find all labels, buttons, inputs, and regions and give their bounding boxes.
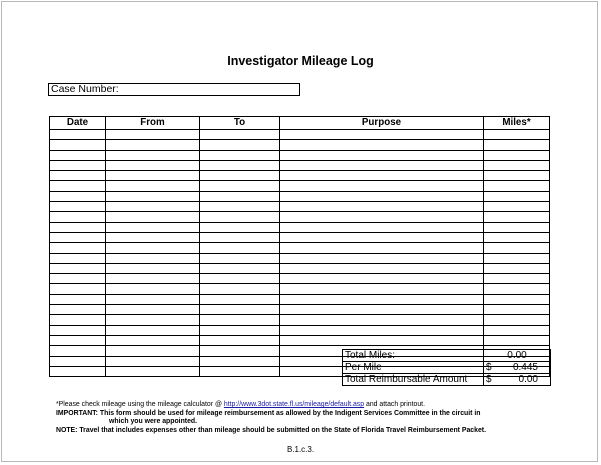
table-cell-purpose[interactable] [280, 243, 484, 253]
table-header-row [50, 117, 550, 130]
table-row [50, 160, 550, 170]
column-header-to: To [200, 117, 280, 130]
table-cell-miles[interactable] [484, 305, 550, 315]
table-row [50, 140, 550, 150]
case-number-label: Case Number: [51, 83, 119, 95]
table-cell-date[interactable] [50, 181, 106, 191]
table-cell-miles[interactable] [484, 191, 550, 201]
table-cell-miles[interactable] [484, 150, 550, 160]
table-cell-miles[interactable] [484, 335, 550, 345]
reimbursable-currency: $ [486, 374, 492, 385]
important-text: This form should be used for mileage reimbursement as allowed by the Indigent Services Committee in the circuit in [97, 409, 481, 417]
table-cell-from[interactable] [106, 253, 200, 263]
table-cell-purpose[interactable] [280, 253, 484, 263]
table-cell-date[interactable] [50, 212, 106, 222]
table-cell-from[interactable] [106, 366, 200, 376]
column-header-from: From [106, 117, 200, 130]
table-cell-purpose[interactable] [280, 232, 484, 242]
table-cell-miles[interactable] [484, 315, 550, 325]
table-cell-from[interactable] [106, 315, 200, 325]
table-cell-miles[interactable] [484, 263, 550, 273]
mileage-check-note [56, 401, 576, 410]
table-cell-purpose[interactable] [280, 325, 484, 335]
table-cell-from[interactable] [106, 181, 200, 191]
table-cell-purpose[interactable] [280, 202, 484, 212]
table-cell-purpose[interactable] [280, 171, 484, 181]
table-cell-to[interactable] [200, 160, 280, 170]
per-mile-currency: $ [486, 362, 492, 373]
table-row [50, 232, 550, 242]
table-cell-to[interactable] [200, 315, 280, 325]
table-cell-from[interactable] [106, 232, 200, 242]
table-cell-date[interactable] [50, 171, 106, 181]
table-cell-miles[interactable] [484, 222, 550, 232]
table-row [50, 263, 550, 273]
mileage-log-table [49, 116, 550, 377]
mileage-calculator-link[interactable]: http://www.3dot.state.fl.us/mileage/default.asp [223, 401, 365, 408]
table-cell-date[interactable] [50, 305, 106, 315]
per-mile-value: 0.445 [512, 362, 538, 373]
table-cell-date[interactable] [50, 140, 106, 150]
notes-section [56, 401, 576, 435]
table-row [50, 243, 550, 253]
reimbursable-label: Total Reimbursable Amount [343, 374, 484, 386]
table-cell-to[interactable] [200, 212, 280, 222]
table-cell-from[interactable] [106, 356, 200, 366]
important-label: IMPORTANT: [56, 409, 98, 417]
table-cell-miles[interactable] [484, 232, 550, 242]
table-cell-purpose[interactable] [280, 305, 484, 315]
table-cell-miles[interactable] [484, 171, 550, 181]
table-cell-miles[interactable] [484, 284, 550, 294]
table-cell-from[interactable] [106, 212, 200, 222]
table-cell-date[interactable] [50, 346, 106, 356]
table-cell-date[interactable] [50, 356, 106, 366]
column-header-purpose: Purpose [280, 117, 484, 130]
table-cell-from[interactable] [106, 222, 200, 232]
table-cell-to[interactable] [200, 140, 280, 150]
table-cell-purpose[interactable] [280, 130, 484, 140]
table-cell-date[interactable] [50, 243, 106, 253]
table-cell-date[interactable] [50, 130, 106, 140]
table-cell-to[interactable] [200, 191, 280, 201]
table-cell-to[interactable] [200, 150, 280, 160]
table-row [50, 253, 550, 263]
table-cell-miles[interactable] [484, 274, 550, 284]
case-number-field[interactable] [48, 83, 300, 96]
table-cell-to[interactable] [200, 171, 280, 181]
table-cell-date[interactable] [50, 191, 106, 201]
column-header-date: Date [50, 117, 106, 130]
page-code: B.1.c.3. [286, 445, 315, 454]
table-cell-from[interactable] [106, 274, 200, 284]
table-cell-from[interactable] [106, 171, 200, 181]
table-cell-to[interactable] [200, 202, 280, 212]
table-row [50, 305, 550, 315]
table-cell-purpose[interactable] [280, 315, 484, 325]
note-label: NOTE: [56, 426, 78, 434]
column-header-miles: Miles* [484, 117, 550, 130]
reimbursable-value: 0.00 [518, 374, 538, 385]
per-mile-label: Per Mile [343, 362, 484, 374]
table-cell-date[interactable] [50, 160, 106, 170]
table-body [50, 130, 550, 377]
table-cell-miles[interactable] [484, 294, 550, 304]
table-cell-date[interactable] [50, 274, 106, 284]
table-row [50, 335, 550, 345]
table-cell-purpose[interactable] [280, 263, 484, 273]
check-suffix: and attach printout. [364, 401, 425, 408]
table-cell-to[interactable] [200, 366, 280, 376]
table-cell-miles[interactable] [484, 243, 550, 253]
table-cell-to[interactable] [200, 294, 280, 304]
page-title: Investigator Mileage Log [227, 54, 374, 68]
table-cell-date[interactable] [50, 202, 106, 212]
table-cell-miles[interactable] [484, 212, 550, 222]
table-row [50, 212, 550, 222]
table-cell-to[interactable] [200, 284, 280, 294]
table-row [50, 222, 550, 232]
table-cell-from[interactable] [106, 263, 200, 273]
table-cell-from[interactable] [106, 294, 200, 304]
table-cell-miles[interactable] [484, 325, 550, 335]
total-miles-value: 0.00 [484, 350, 551, 362]
table-cell-to[interactable] [200, 274, 280, 284]
table-row [50, 274, 550, 284]
table-cell-date[interactable] [50, 232, 106, 242]
table-cell-from[interactable] [106, 130, 200, 140]
table-cell-to[interactable] [200, 243, 280, 253]
table-cell-from[interactable] [106, 243, 200, 253]
table-cell-purpose[interactable] [280, 284, 484, 294]
table-cell-date[interactable] [50, 253, 106, 263]
table-cell-date[interactable] [50, 222, 106, 232]
table-cell-from[interactable] [106, 160, 200, 170]
important-note-continued: which you were appointed. [109, 418, 198, 425]
table-cell-miles[interactable] [484, 181, 550, 191]
reimbursable-cell [484, 374, 551, 386]
table-cell-miles[interactable] [484, 202, 550, 212]
table-cell-purpose[interactable] [280, 160, 484, 170]
table-cell-to[interactable] [200, 335, 280, 345]
table-cell-purpose[interactable] [280, 335, 484, 345]
table-cell-purpose[interactable] [280, 140, 484, 150]
table-row [50, 181, 550, 191]
table-cell-date[interactable] [50, 263, 106, 273]
table-cell-date[interactable] [50, 294, 106, 304]
table-cell-miles[interactable] [484, 130, 550, 140]
table-cell-to[interactable] [200, 232, 280, 242]
table-cell-from[interactable] [106, 325, 200, 335]
travel-note [56, 427, 576, 436]
table-cell-from[interactable] [106, 305, 200, 315]
table-cell-purpose[interactable] [280, 212, 484, 222]
table-cell-from[interactable] [106, 150, 200, 160]
table-cell-to[interactable] [200, 325, 280, 335]
table-cell-miles[interactable] [484, 160, 550, 170]
table-cell-purpose[interactable] [280, 150, 484, 160]
totals-table [342, 349, 551, 386]
table-cell-miles[interactable] [484, 253, 550, 263]
table-cell-to[interactable] [200, 222, 280, 232]
table-row [50, 130, 550, 140]
table-cell-purpose[interactable] [280, 222, 484, 232]
total-miles-row [343, 350, 551, 362]
table-cell-purpose[interactable] [280, 181, 484, 191]
table-row [50, 294, 550, 304]
table-cell-date[interactable] [50, 284, 106, 294]
table-cell-date[interactable] [50, 335, 106, 345]
table-cell-to[interactable] [200, 346, 280, 356]
per-mile-row [343, 362, 551, 374]
table-cell-to[interactable] [200, 181, 280, 191]
table-row [50, 202, 550, 212]
table-cell-from[interactable] [106, 140, 200, 150]
important-note [56, 410, 576, 419]
table-cell-miles[interactable] [484, 140, 550, 150]
table-cell-date[interactable] [50, 325, 106, 335]
table-row [50, 284, 550, 294]
table-row [50, 171, 550, 181]
table-cell-to[interactable] [200, 356, 280, 366]
reimbursable-row [343, 374, 551, 386]
table-cell-from[interactable] [106, 202, 200, 212]
note-text: Travel that includes expenses other than mileage should be submitted on the State of Florida Travel Reimbursement Packet. [77, 426, 487, 434]
per-mile-cell [484, 362, 551, 374]
table-row [50, 315, 550, 325]
table-cell-from[interactable] [106, 335, 200, 345]
table-cell-date[interactable] [50, 315, 106, 325]
table-cell-purpose[interactable] [280, 274, 484, 284]
table-row [50, 150, 550, 160]
table-cell-to[interactable] [200, 253, 280, 263]
table-cell-date[interactable] [50, 366, 106, 376]
table-row [50, 325, 550, 335]
table-cell-from[interactable] [106, 284, 200, 294]
table-cell-to[interactable] [200, 130, 280, 140]
table-cell-purpose[interactable] [280, 191, 484, 201]
check-prefix: *Please check mileage using the mileage calculator @ [56, 401, 224, 408]
table-row [50, 191, 550, 201]
table-cell-to[interactable] [200, 263, 280, 273]
table-cell-from[interactable] [106, 191, 200, 201]
total-miles-label: Total Miles: [343, 350, 484, 362]
table-cell-to[interactable] [200, 305, 280, 315]
table-cell-from[interactable] [106, 346, 200, 356]
table-cell-purpose[interactable] [280, 294, 484, 304]
table-cell-date[interactable] [50, 150, 106, 160]
